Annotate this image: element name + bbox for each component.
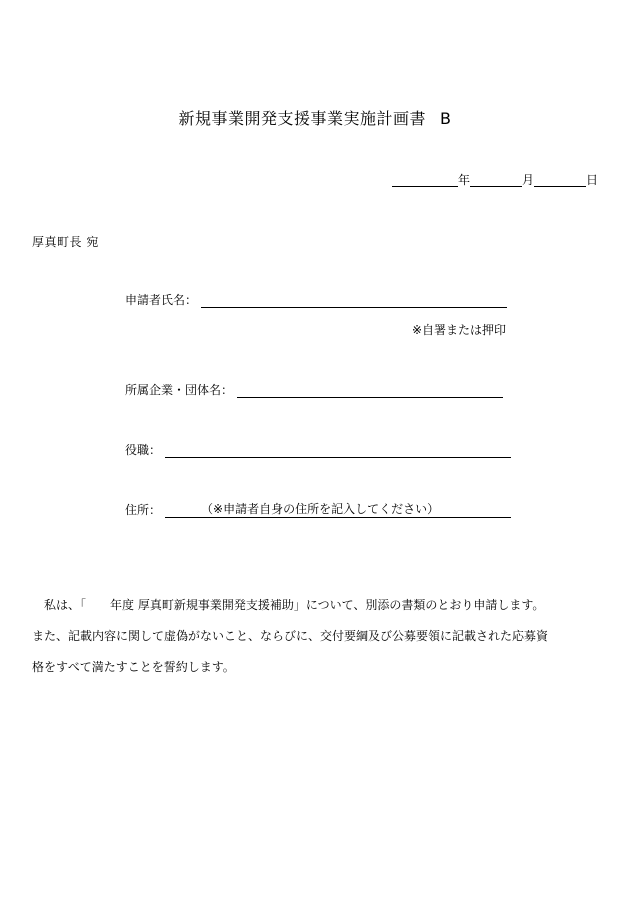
pledge-line-1: 私は、「 年度 厚真町新規事業開発支援補助」について、別添の書類のとおり申請します。 [44,598,545,612]
company-blank[interactable] [237,381,503,398]
title-suffix: B [440,109,452,128]
company-label: 所属企業・団体名： [125,383,234,397]
address-label: 住所： [125,503,162,517]
pledge-line-2: また、記載内容に関して虚偽がないこと、ならびに、交付要綱及び公募要領に記載された応募資 [32,629,549,643]
month-unit: 月 [521,173,534,187]
position-blank[interactable] [165,441,511,458]
date-line [392,172,598,187]
pledge-paragraph [32,590,604,683]
position-label: 役職： [125,443,162,457]
seal-note: ※自署または押印 [411,323,506,337]
pledge-line-3: 格をすべて満たすことを誓約します。 [32,660,235,674]
address-field [125,501,511,518]
document-title [0,106,630,129]
applicant-name-blank[interactable] [201,291,507,308]
addressee: 厚真町長 宛 [32,235,99,249]
day-blank[interactable] [534,172,586,187]
applicant-name-label: 申請者氏名： [125,293,198,307]
day-unit: 日 [585,173,598,187]
company-field [125,381,503,398]
month-blank[interactable] [470,172,522,187]
year-unit: 年 [457,173,470,187]
applicant-name-field [125,291,507,308]
position-field [125,441,511,458]
title-text: 新規事業開発支援事業実施計画書 [178,109,427,128]
address-blank[interactable]: （※申請者自身の住所を記入してください） [165,501,511,518]
year-blank[interactable] [392,172,458,187]
